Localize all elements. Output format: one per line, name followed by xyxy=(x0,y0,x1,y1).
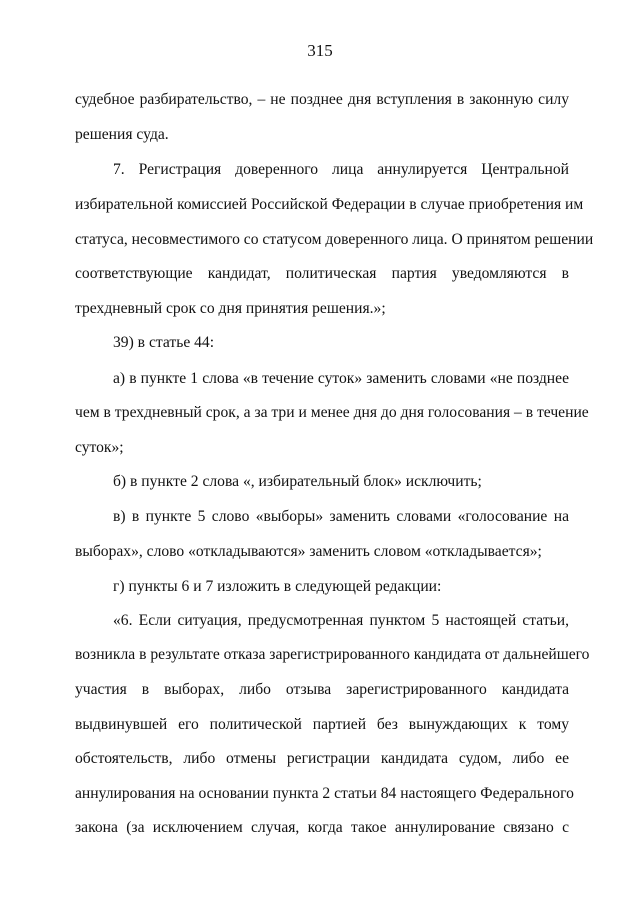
text-line: 39) в статье 44: xyxy=(113,334,215,351)
text-line: аннулирования на основании пункта 2 статьи 84 настоящего Федерального xyxy=(75,785,574,802)
page-number: 315 xyxy=(307,41,333,60)
text-line: суток»; xyxy=(75,439,124,456)
text-line: в) в пункте 5 слово «выборы» заменить словами «голосование на xyxy=(113,508,569,525)
text-line: судебное разбирательство, – не позднее дня вступления в законную силу xyxy=(75,91,569,108)
text-line: а) в пункте 1 слова «в течение суток» заменить словами «не позднее xyxy=(113,370,569,387)
text-line: соответствующие кандидат, политическая партия уведомляются в xyxy=(75,265,569,282)
text-line: решения суда. xyxy=(75,126,169,143)
text-line: выборах», слово «откладываются» заменить словом «откладывается»; xyxy=(75,543,542,560)
text-line: 7. Регистрация доверенного лица аннулируется Центральной xyxy=(113,161,569,178)
text-line: выдвинувшей его политической партией без вынуждающих к тому xyxy=(75,716,569,733)
text-line: чем в трехдневный срок, а за три и менее дня до дня голосования – в течение xyxy=(75,404,589,421)
text-line: обстоятельств, либо отмены регистрации кандидата судом, либо ее xyxy=(75,750,569,767)
text-line: б) в пункте 2 слова «, избирательный блок» исключить; xyxy=(113,473,482,490)
text-line: г) пункты 6 и 7 изложить в следующей редакции: xyxy=(113,578,442,595)
text-line: трехдневный срок со дня принятия решения.»; xyxy=(75,300,386,317)
text-line: избирательной комиссией Российской Федерации в случае приобретения им xyxy=(75,196,584,213)
text-line: возникла в результате отказа зарегистрированного кандидата от дальнейшего xyxy=(75,646,590,663)
text-line: участия в выборах, либо отзыва зарегистрированного кандидата xyxy=(75,681,569,698)
text-line: статуса, несовместимого со статусом доверенного лица. О принятом решении xyxy=(75,231,594,248)
text-line: закона (за исключением случая, когда такое аннулирование связано с xyxy=(75,819,569,836)
text-line: «6. Если ситуация, предусмотренная пунктом 5 настоящей статьи, xyxy=(113,612,569,629)
